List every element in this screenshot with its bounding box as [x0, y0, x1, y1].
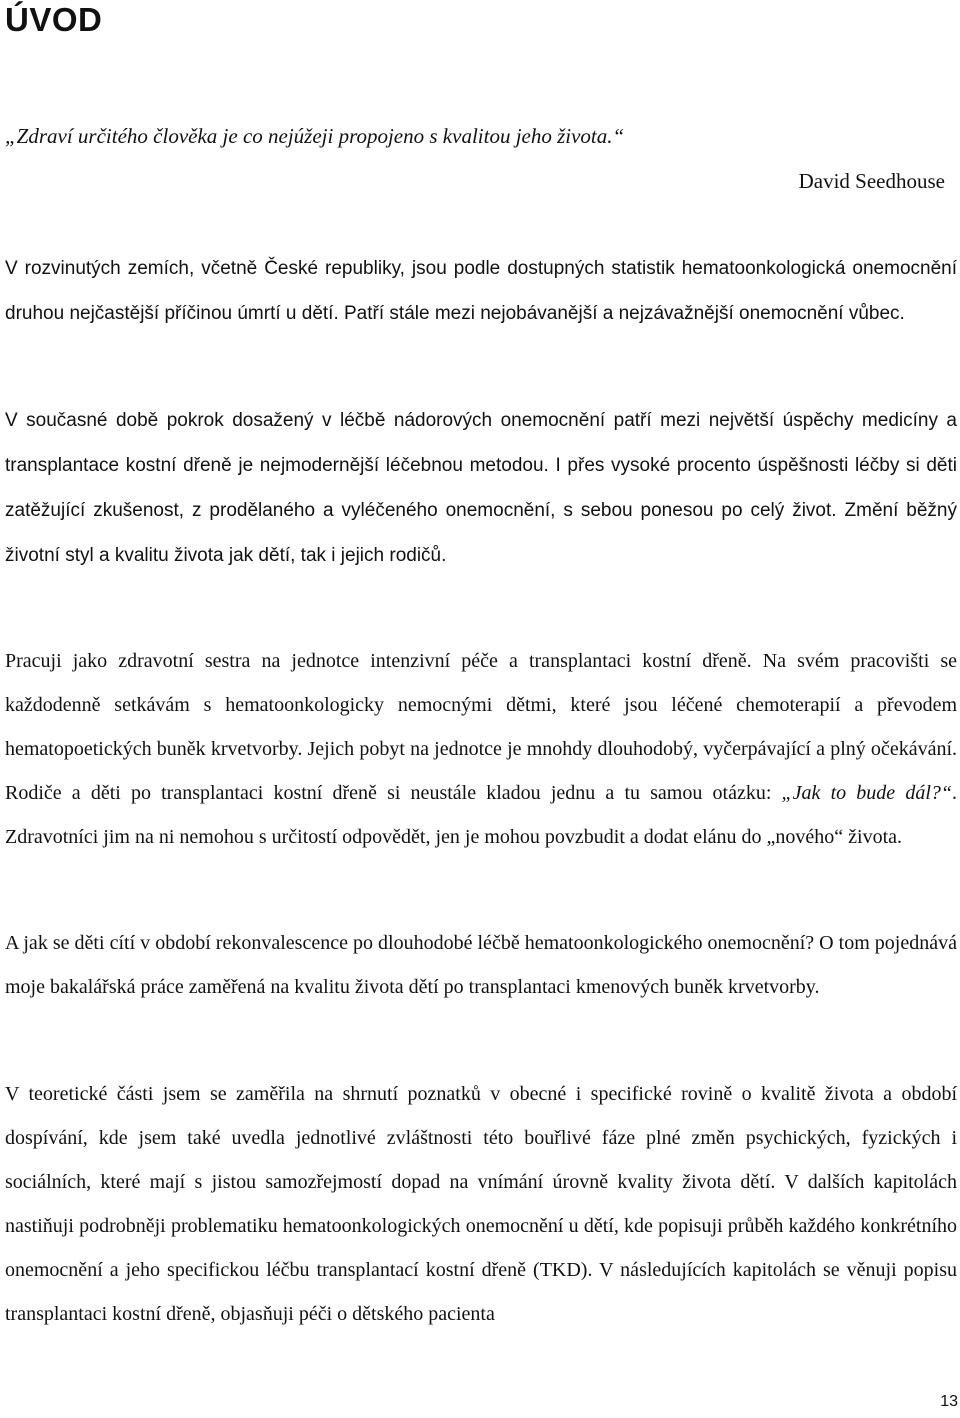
- paragraph-1-part-a: V rozvinutých zemích, včetně České republiky, jsou podle dostupných statistik hematoonkologická onemocnění druhou nejčastější příčinou úmrtí u dětí.: [5, 258, 957, 324]
- paragraph-3-part-b: . Zdravotníci jim na ni nemohou s určitostí odpovědět, jen je mohou povzbudit a dodat elánu do „nového“ života.: [5, 782, 957, 848]
- epigraph-author: David Seedhouse: [798, 169, 945, 193]
- paragraph-1: [5, 246, 957, 336]
- paragraph-2-part-a: V současné době pokrok dosažený v léčbě nádorových onemocnění patří mezi největší úspěchy medicíny a transplantace kostní dřeně je nejmodernější léčebnou metodou.: [5, 410, 957, 476]
- page-number: 13: [940, 1393, 958, 1410]
- paragraph-1-part-b: Patří stále mezi nejobávanější a nejzávažnější onemocnění vůbec.: [338, 303, 905, 324]
- paragraph-3-question: „Jak to bude dál?“: [781, 782, 952, 804]
- paragraph-3-part-a: Pracuji jako zdravotní sestra na jednotce intenzivní péče a transplantaci kostní dřeně. Na svém pracovišti se každodenně setkávám s hematoonkologicky nemocnými dětmi, které jsou léčené chemoterapií a převodem hematopoetických buněk krvetvorby. Jejich pobyt na jednotce je mnohdy dlouhodobý, vyčerpávající a plný očekávání. Rodiče a děti po transplantaci kostní dřeně si neustále kladou jednu a tu samou otázku:: [5, 650, 957, 804]
- chapter-heading: ÚVOD: [5, 1, 103, 38]
- paragraph-2: [5, 398, 957, 578]
- paragraph-3: [5, 639, 957, 859]
- paragraph-4: A jak se děti cítí v období rekonvalescence po dlouhodobé léčbě hematoonkologického onemocnění? O tom pojednává moje bakalářská práce zaměřená na kvalitu života dětí po transplantaci kmenových buněk krvetvorby.: [5, 932, 957, 998]
- paragraph-5: V teoretické části jsem se zaměřila na shrnutí poznatků v obecné i specifické rovině o kvalitě života a období dospívání, kde jsem také uvedla jednotlivé zvláštnosti této bouřlivé fáze plné změn psychických, fyzických i sociálních, které mají s jistou samozřejmostí dopad na vnímání úrovně kvality života dětí. V dalších kapitolách nastiňuji podrobněji problematiku hematoonkologických onemocnění u dětí, kde popisuji průběh každého konkrétního onemocnění a jeho specifickou léčbu transplantací kostní dřeně (TKD). V následujících kapitolách se věnuji popisu transplantaci kostní dřeně, objasňuji péči o dětského pacienta: [5, 1083, 957, 1325]
- epigraph-quote: „Zdraví určitého člověka je co nejúžeji propojeno s kvalitou jeho života.“: [5, 124, 625, 148]
- paragraph-2-part-c: Změní běžný životní styl a kvalitu života jak dětí, tak i jejich rodičů.: [5, 500, 957, 566]
- paragraph-2-part-b: I přes vysoké procento úspěšnosti léčby si děti zatěžující zkušenost, z prodělaného a vyléčeného onemocnění, s sebou ponesou po celý život.: [5, 455, 957, 521]
